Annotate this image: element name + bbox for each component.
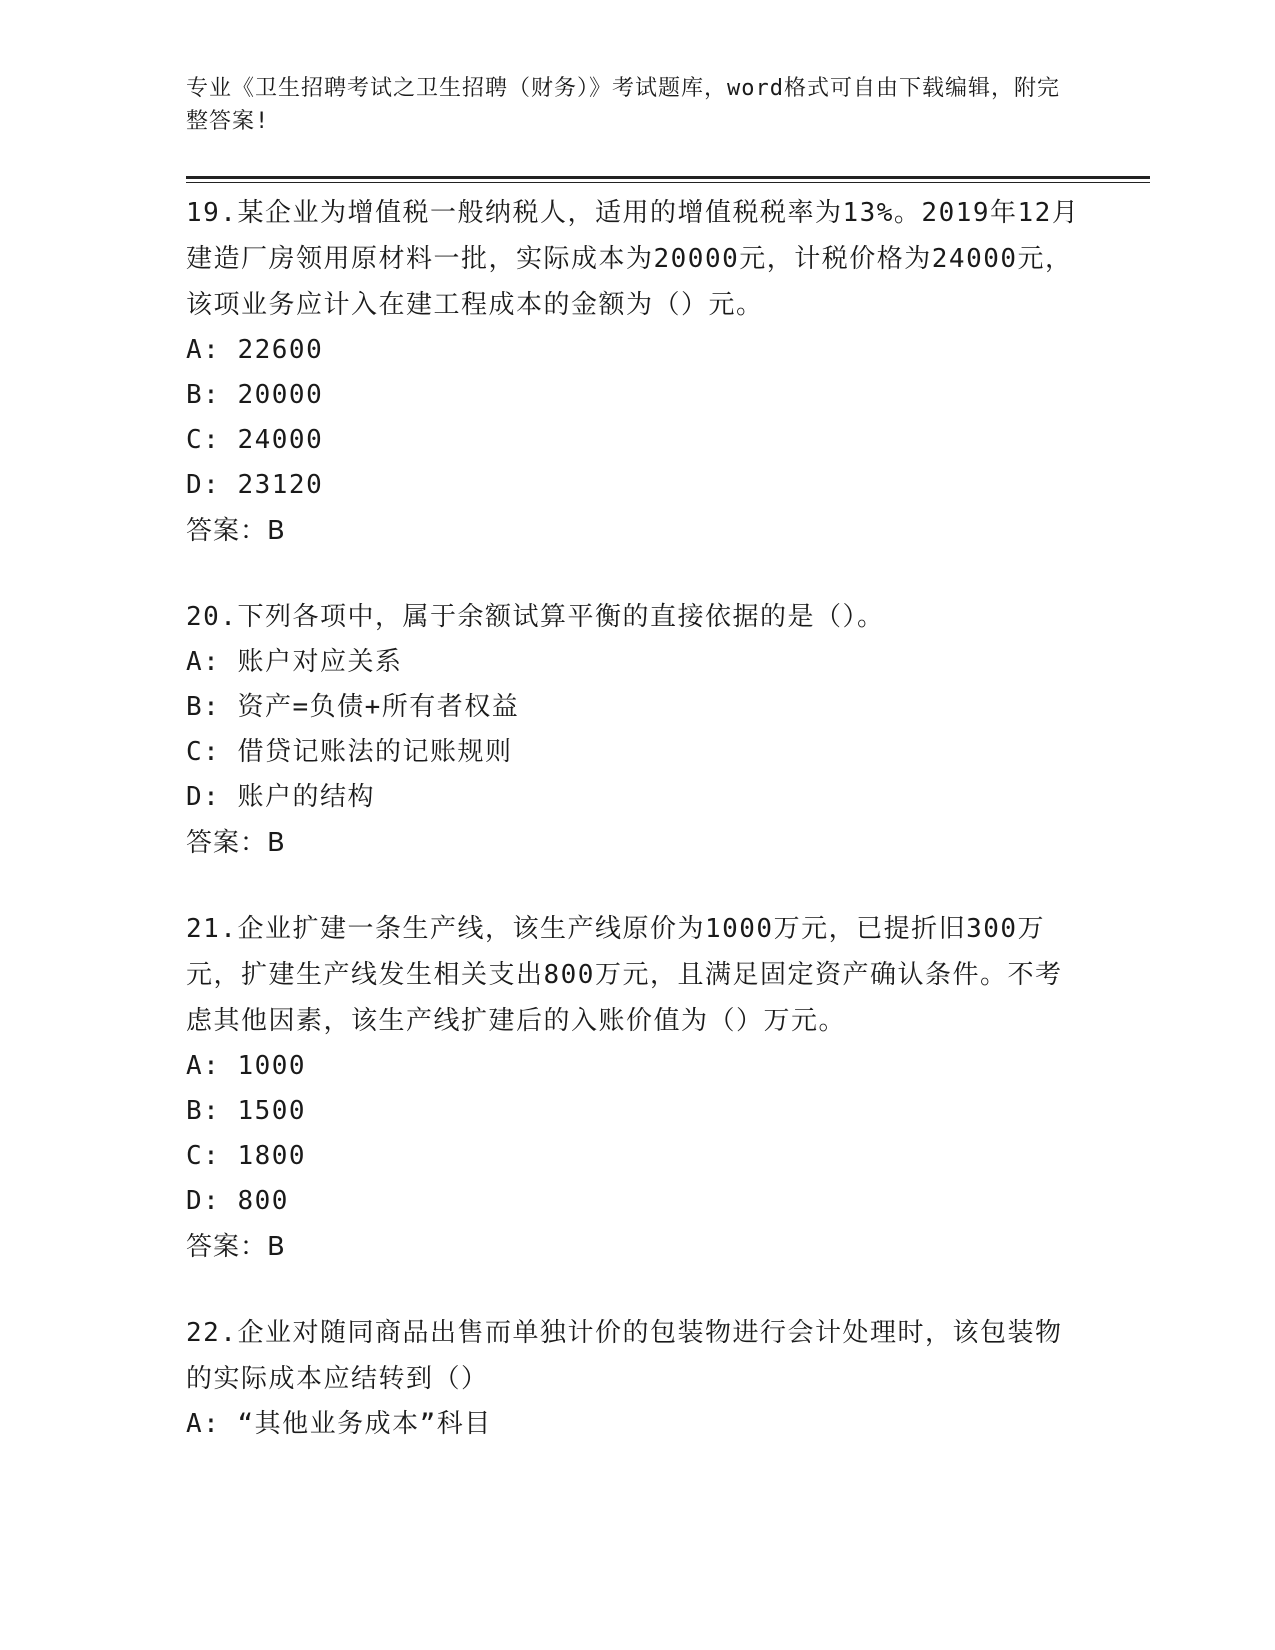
question-21 <box>186 906 1086 1270</box>
option-a: A: “其他业务成本”科目 <box>186 1409 492 1439</box>
question-stem: 20.下列各项中，属于余额试算平衡的直接依据的是（）。 <box>186 602 885 632</box>
option-b: B: 20000 <box>186 380 324 410</box>
option-a: A: 1000 <box>186 1051 307 1081</box>
option-c: C: 借贷记账法的记账规则 <box>186 737 513 767</box>
option-a: A: 22600 <box>186 335 324 365</box>
option-c: C: 24000 <box>186 425 324 455</box>
document-header: 专业《卫生招聘考试之卫生招聘（财务）》考试题库，word格式可自由下载编辑，附完整答案! <box>186 76 1060 134</box>
header-divider-thick <box>186 176 1150 179</box>
question-20 <box>186 594 1086 866</box>
option-d: D: 800 <box>186 1186 289 1216</box>
question-stem: 21.企业扩建一条生产线，该生产线原价为1000万元，已提折旧300万元，扩建生产线发生相关支出800万元，且满足固定资产确认条件。不考虑其他因素，该生产线扩建后的入账价值为（）万元。 <box>186 914 1063 1036</box>
question-stem: 22.企业对随同商品出售而单独计价的包装物进行会计处理时，该包装物的实际成本应结转到（） <box>186 1318 1063 1394</box>
answer: 答案：B <box>186 516 286 546</box>
option-d: D: 23120 <box>186 470 324 500</box>
answer: 答案：B <box>186 1232 286 1262</box>
option-a: A: 账户对应关系 <box>186 647 403 677</box>
header-divider-thin <box>186 182 1150 183</box>
option-b: B: 1500 <box>186 1096 307 1126</box>
question-22 <box>186 1310 1086 1447</box>
question-stem: 19.某企业为增值税一般纳税人，适用的增值税税率为13%。2019年12月建造厂房领用原材料一批，实际成本为20000元，计税价格为24000元，该项业务应计入在建工程成本的金额为（）元。 <box>186 198 1080 320</box>
option-b: B: 资产=负债+所有者权益 <box>186 692 520 722</box>
question-list <box>186 190 1086 1487</box>
option-d: D: 账户的结构 <box>186 782 375 812</box>
answer: 答案：B <box>186 828 286 858</box>
option-c: C: 1800 <box>186 1141 307 1171</box>
question-19 <box>186 190 1086 554</box>
